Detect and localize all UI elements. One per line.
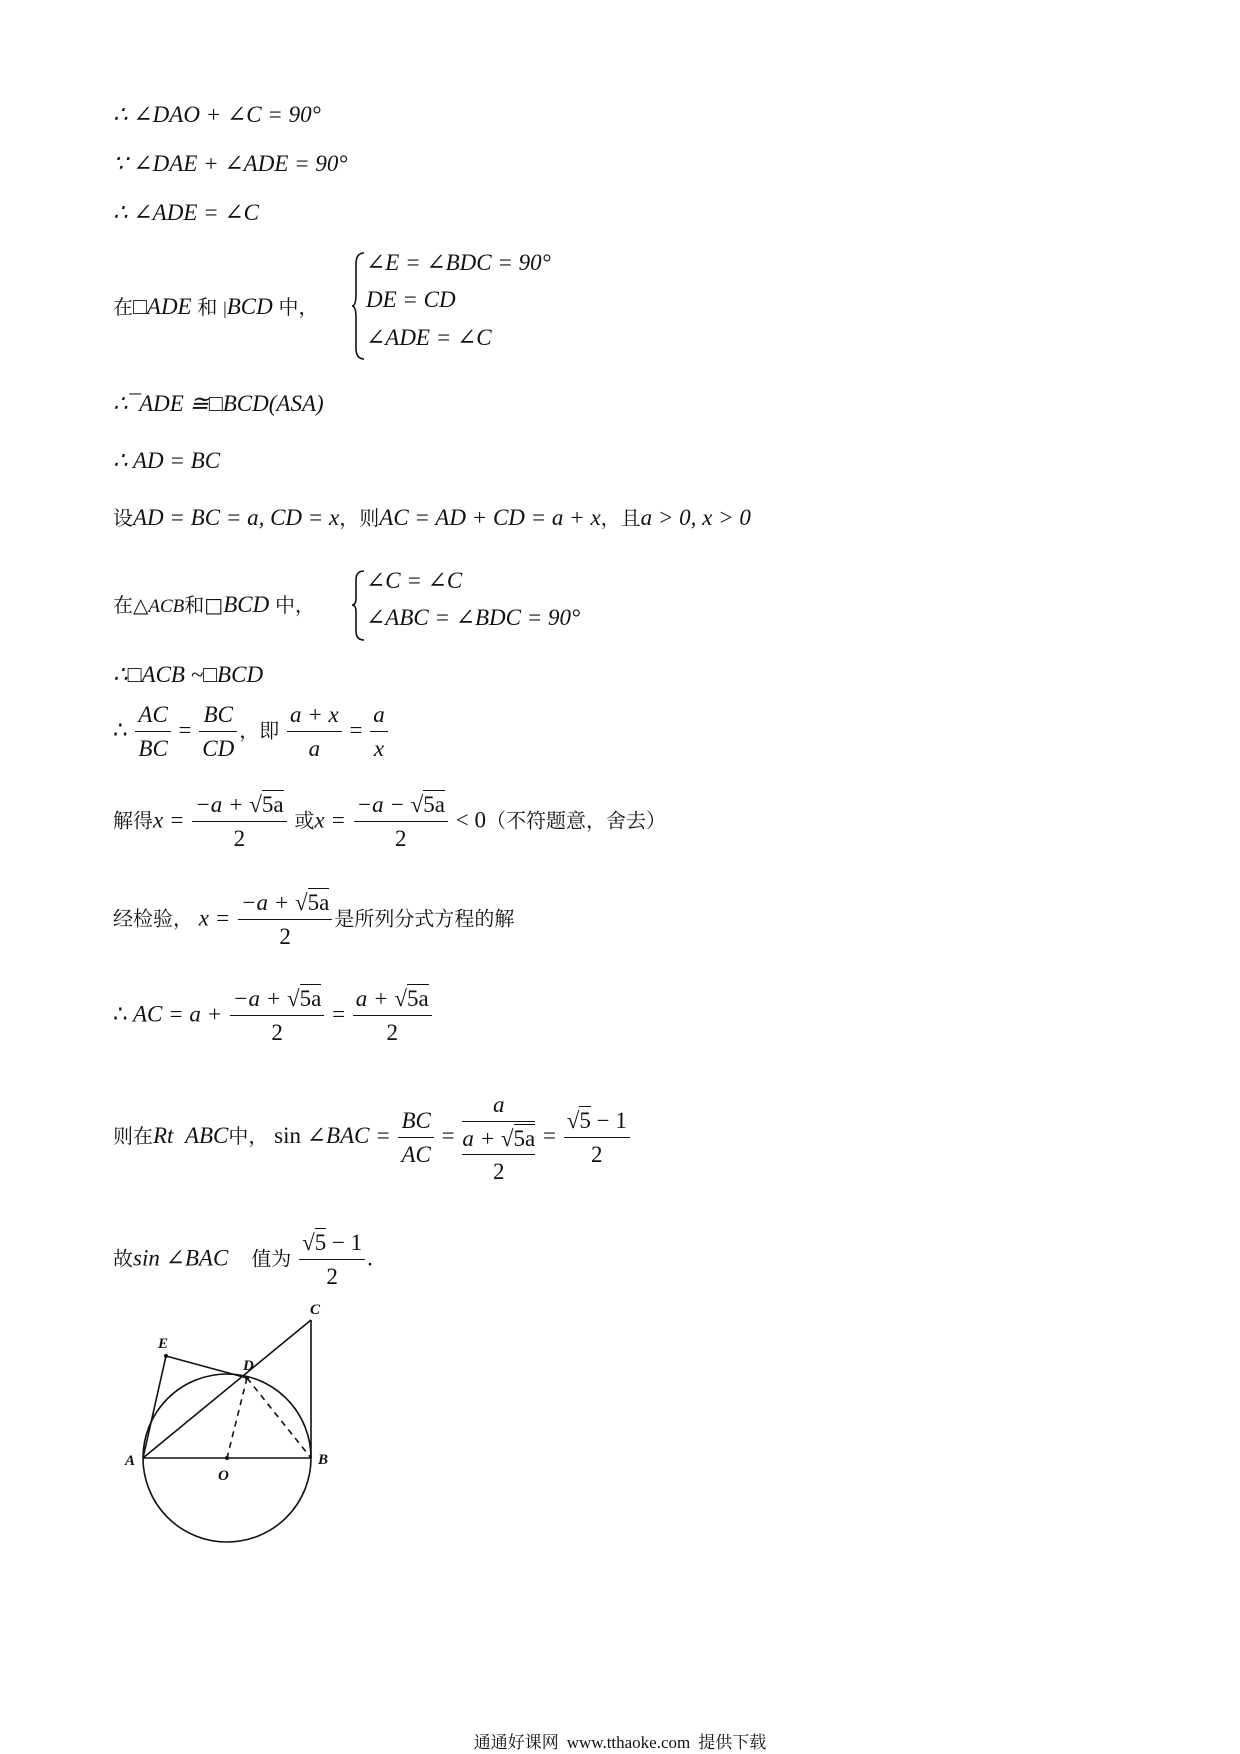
radicand: 5a bbox=[261, 792, 284, 817]
denominator: 2 bbox=[279, 924, 291, 949]
sqrt-icon: √ bbox=[286, 986, 300, 1011]
step-10: ∴ $\frac{AC}{BC}$ = $\frac{BC}{CD}$ ，即 $\frac{a + x}{a}$ = $\frac{a}{x}$ bbox=[113, 700, 390, 764]
radicand: 5a bbox=[299, 986, 322, 1011]
one: 1 bbox=[350, 1230, 363, 1255]
fraction-bc-cd bbox=[199, 700, 237, 764]
denominator: 2 bbox=[271, 1020, 283, 1045]
sqrt-icon: √ bbox=[566, 1107, 580, 1133]
text-she: 设 bbox=[113, 506, 133, 530]
step-3: ∴ ∠ADE = ∠C bbox=[113, 200, 259, 225]
denominator: 2 bbox=[462, 1154, 535, 1187]
label-d: D bbox=[243, 1358, 254, 1374]
point-e bbox=[164, 1354, 168, 1358]
fraction-root-minus: $\frac{-a - √5a}{2}$ bbox=[354, 790, 448, 854]
step-4: 在□ADE 和 |BCD 中， bbox=[113, 294, 319, 319]
therefore-symbol: ∴ bbox=[113, 717, 128, 743]
fraction-ac-1: $\frac{-a + √5a}{2}$ bbox=[230, 984, 324, 1048]
text-ji: ，即 bbox=[239, 718, 280, 743]
step-1: ∴ ∠DAO + ∠C = 90° bbox=[113, 102, 321, 127]
sqrt-icon: √ bbox=[295, 890, 308, 915]
sqrt-icon: √ bbox=[394, 986, 407, 1011]
sin-bac: sin ∠BAC bbox=[133, 1245, 229, 1271]
numerator: a bbox=[370, 700, 388, 732]
text-jiede: 解得 bbox=[113, 808, 153, 833]
radicand: 5 bbox=[314, 1230, 327, 1255]
assumption: AD = BC = a, CD = x bbox=[133, 505, 340, 530]
sqrt-icon: √ bbox=[410, 792, 424, 817]
text-zezai: 则在 bbox=[113, 1124, 153, 1148]
fraction-root-plus: $\frac{-a + √5a}{2}$ bbox=[192, 790, 286, 854]
positivity: a > 0, x > 0 bbox=[640, 505, 751, 530]
denominator: CD bbox=[202, 736, 235, 761]
segment-ac bbox=[143, 1320, 311, 1458]
fraction-a-plus-x bbox=[287, 700, 342, 764]
fraction-ac-2: $\frac{a + √5a}{2}$ bbox=[353, 984, 432, 1048]
label-e: E bbox=[158, 1336, 169, 1352]
triangle-bcd-2: BCD bbox=[223, 592, 270, 617]
text-zhong: 中， bbox=[278, 295, 319, 319]
step-9: ∴□ACB ~□BCD bbox=[113, 662, 264, 687]
fraction-complex: a a + √5a 2 bbox=[462, 1090, 535, 1187]
label-b: B bbox=[318, 1452, 329, 1468]
step-5: ∴¯ADE ≅□BCD(ASA) bbox=[113, 391, 324, 416]
fraction-answer: $\frac{√5 - 1}{2}$ bbox=[299, 1228, 365, 1292]
triangle-bcd: BCD bbox=[226, 294, 273, 319]
fraction-a-x bbox=[370, 700, 388, 764]
text-zhong-2: 中， bbox=[274, 593, 315, 617]
denominator: BC bbox=[138, 736, 168, 761]
left-brace-icon bbox=[352, 250, 366, 362]
denominator: 2 bbox=[326, 1264, 338, 1289]
text-zhiwei: 值为 bbox=[251, 1246, 292, 1271]
step-14: 则在Rt ABC中， sin ∠BAC = $\frac{BC}{AC}$ = a a + √5a 2 = $\frac{√5 - 1}{2}$ bbox=[113, 1090, 632, 1187]
system-similarity bbox=[352, 568, 612, 643]
geometry-diagram bbox=[110, 1290, 360, 1560]
point-o bbox=[225, 1456, 229, 1460]
ac-expression: AC = AD + CD = a + x bbox=[379, 505, 601, 530]
radicand: 5a bbox=[406, 986, 429, 1011]
denominator: 2 bbox=[591, 1141, 603, 1167]
system-row-2: DE = CD bbox=[366, 287, 456, 312]
fraction-golden: $\frac{√5 - 1}{2}$ bbox=[564, 1106, 630, 1170]
step-12: 经检验， x = $\frac{-a + √5a}{2}$ 是所列分式方程的解 bbox=[113, 888, 514, 952]
footer-site: 通通好课网 bbox=[473, 1733, 559, 1753]
label-o: O bbox=[218, 1468, 229, 1484]
text-qie: ，且 bbox=[600, 506, 641, 530]
fraction-ac-bc bbox=[135, 700, 170, 764]
step-13: ∴ AC = a + $\frac{-a + √5a}{2}$ = $\frac{a + √5a}{2}$ bbox=[113, 984, 434, 1048]
denominator: 2 bbox=[395, 826, 407, 851]
page-footer bbox=[0, 1728, 1240, 1753]
sqrt-icon: √ bbox=[302, 1230, 315, 1255]
step-8 bbox=[113, 590, 315, 622]
denominator: 2 bbox=[233, 826, 246, 851]
fraction-bc-ac: $\frac{BC}{AC}$ bbox=[398, 1106, 433, 1170]
system2-row-1: ∠C = ∠C bbox=[366, 568, 463, 593]
denominator: 2 bbox=[386, 1020, 398, 1045]
left-brace-icon bbox=[352, 568, 366, 643]
solution-note: 是所列分式方程的解 bbox=[334, 906, 515, 931]
text-jingjianyan: 经检验， bbox=[113, 906, 193, 931]
text-zai: 在 bbox=[113, 295, 133, 319]
system-row-3: ∠ADE = ∠C bbox=[366, 325, 492, 350]
text-zai-2: 在△ bbox=[113, 593, 149, 617]
point-d bbox=[245, 1376, 249, 1380]
step-2: ∵ ∠DAE + ∠ADE = 90° bbox=[113, 151, 348, 176]
radicand: 5a bbox=[423, 792, 445, 817]
fraction-solution: $\frac{-a + √5a}{2}$ bbox=[238, 888, 332, 952]
triangle-abc: ABC bbox=[184, 1123, 229, 1148]
label-a: A bbox=[125, 1453, 136, 1469]
numerator: a + x bbox=[287, 700, 342, 732]
step-6: ∴ AD = BC bbox=[113, 448, 221, 473]
numerator: AC bbox=[135, 700, 170, 732]
radicand: 5 bbox=[579, 1107, 591, 1133]
segment-ed bbox=[166, 1356, 247, 1378]
label-c: C bbox=[310, 1302, 321, 1318]
triangle-acb: ACB bbox=[148, 596, 185, 617]
rejection-note: （不符题意，舍去） bbox=[485, 808, 666, 833]
radicand: 5a bbox=[513, 1126, 536, 1151]
radicand: 5a bbox=[307, 890, 330, 915]
triangle-ade: □ADE bbox=[133, 294, 192, 319]
step-15: 故sin ∠BAC 值为 $\frac{√5 - 1}{2}$ . bbox=[113, 1228, 373, 1292]
text-he: 和 bbox=[197, 295, 218, 319]
segment-do bbox=[227, 1378, 247, 1458]
sqrt-icon: √ bbox=[249, 792, 262, 817]
footer-tail: 提供下载 bbox=[698, 1733, 767, 1753]
text-gu: 故 bbox=[113, 1246, 133, 1271]
less-than-zero: < 0 bbox=[455, 807, 486, 833]
denominator: x bbox=[373, 736, 385, 761]
system-congruence bbox=[352, 250, 592, 362]
text-huo: 或 bbox=[294, 808, 315, 833]
text-ze: ，则 bbox=[339, 506, 380, 530]
numerator: BC bbox=[199, 700, 237, 732]
system-row-1: ∠E = ∠BDC = 90° bbox=[366, 250, 551, 275]
step-7 bbox=[113, 503, 751, 533]
sqrt-icon: √ bbox=[500, 1126, 514, 1151]
footer-url[interactable]: www.tthaoke.com bbox=[566, 1733, 691, 1752]
step-11: 解得x = $\frac{-a + √5a}{2}$ 或x = $\frac{-a - √5a}{2}$ < 0（不符题意，舍去） bbox=[113, 790, 666, 854]
denominator: a bbox=[308, 736, 321, 761]
one: 1 bbox=[615, 1107, 627, 1133]
text-he-2: 和□ bbox=[184, 593, 224, 617]
rt-symbol: Rt bbox=[153, 1123, 174, 1148]
system2-row-2: ∠ABC = ∠BDC = 90° bbox=[366, 605, 581, 630]
text-zhong-3: 中， bbox=[228, 1124, 269, 1148]
